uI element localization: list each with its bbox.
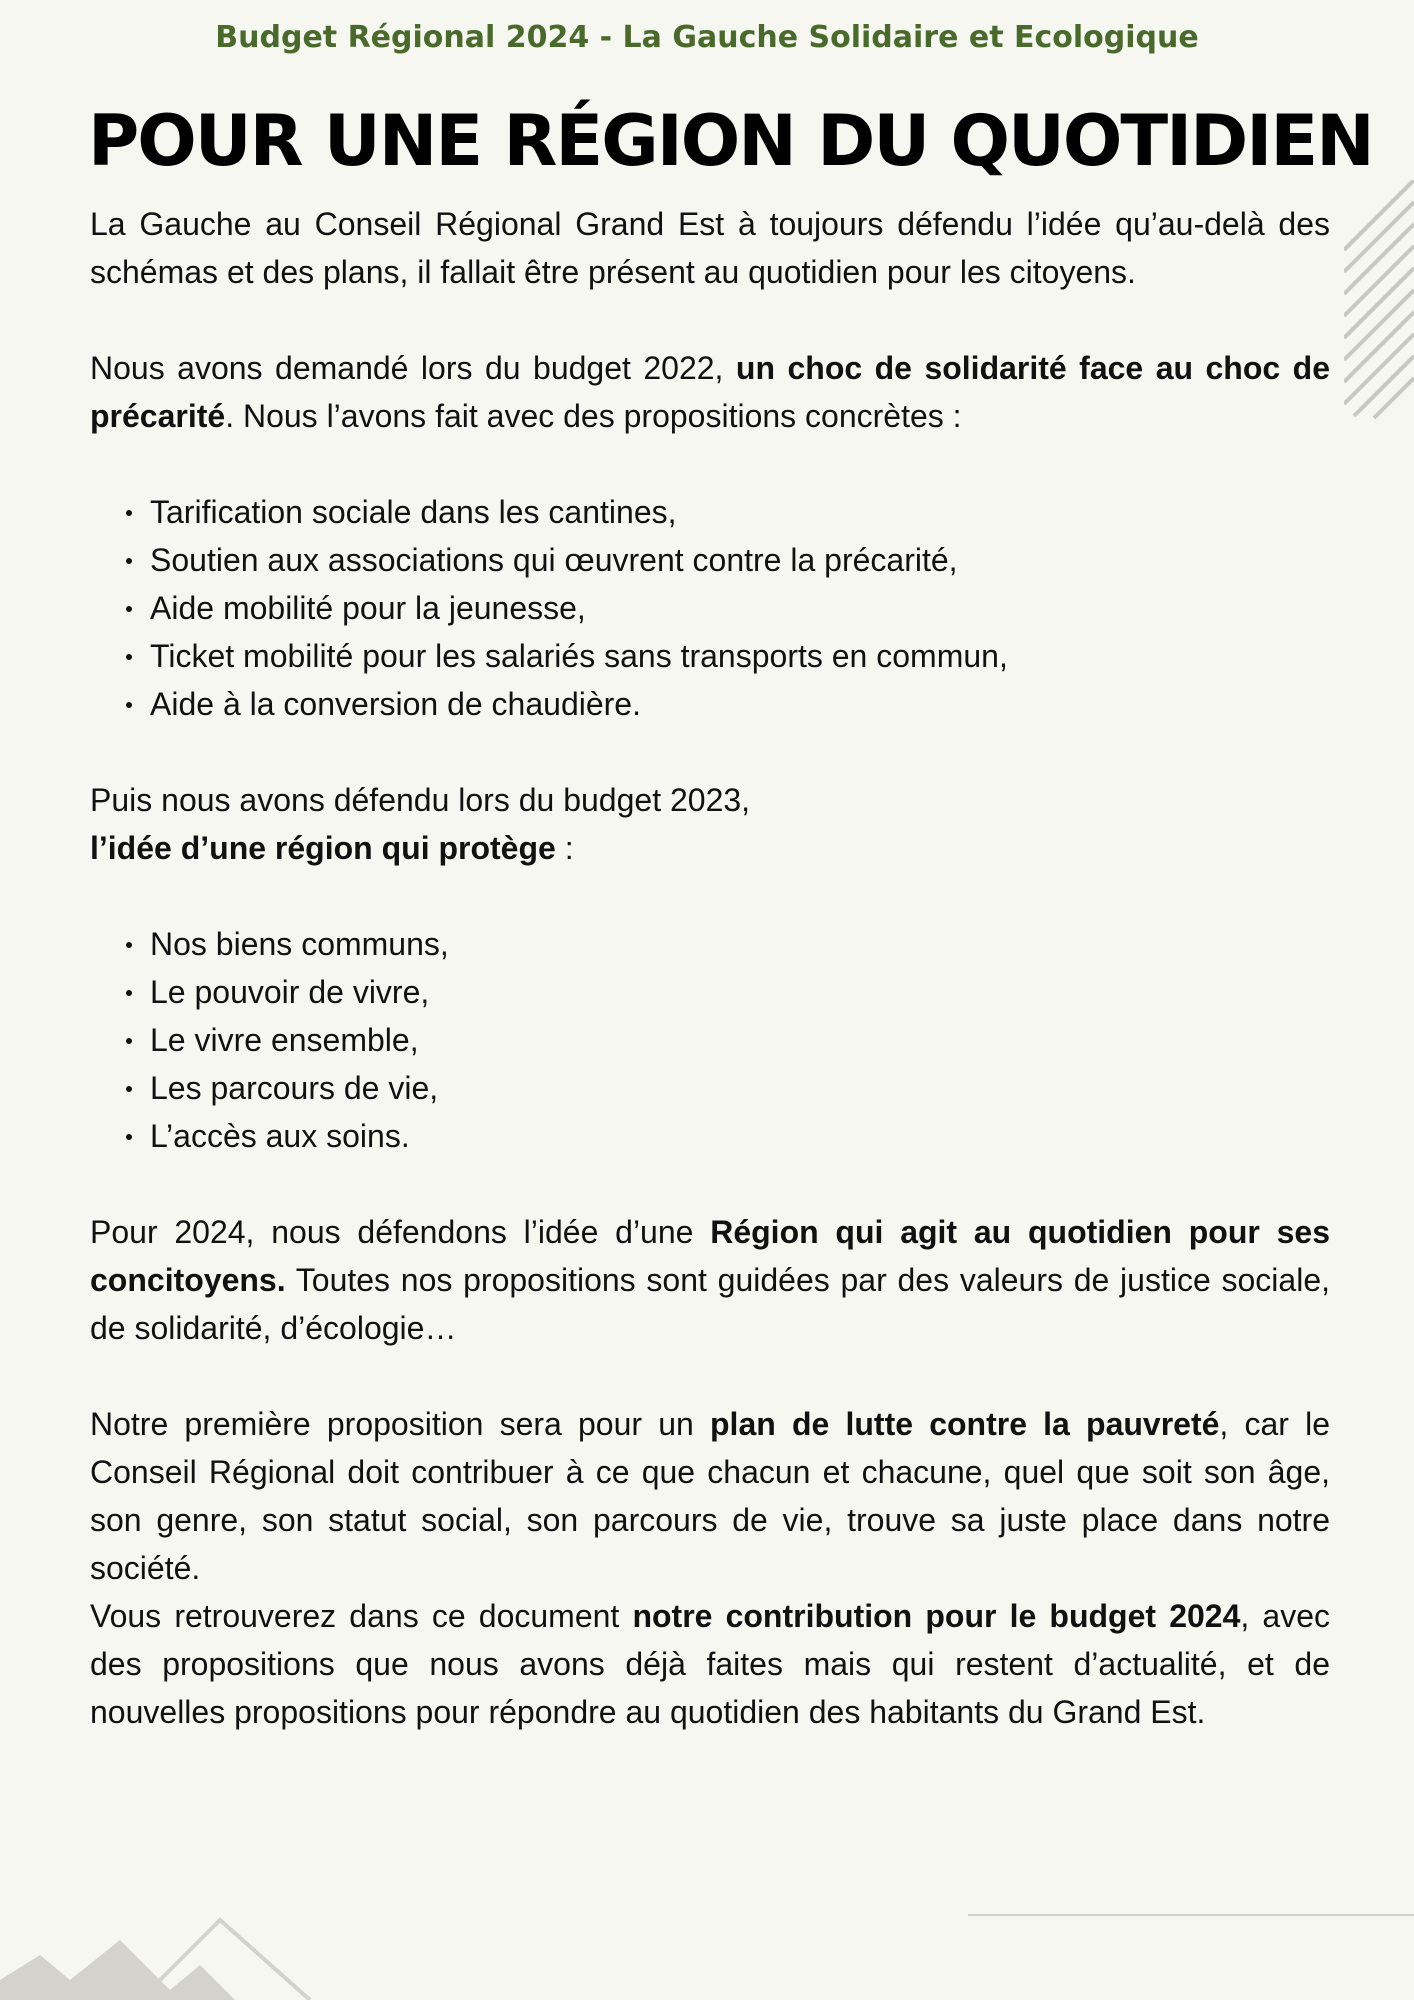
footer-divider bbox=[968, 1914, 1414, 1916]
paragraph-2022 bbox=[90, 344, 1330, 440]
paragraph-2023-line1: Puis nous avons défendu lors du budget 2023, bbox=[90, 782, 751, 818]
document-subtitle: Budget Régional 2024 - La Gauche Solidaire et Ecologique bbox=[215, 20, 1199, 55]
text-segment: Vous retrouverez dans ce document bbox=[90, 1598, 633, 1634]
main-content bbox=[90, 200, 1330, 1736]
paragraph-2023-line2 bbox=[90, 824, 1330, 872]
text-segment: Notre première proposition sera pour un bbox=[90, 1406, 710, 1442]
list-item: Le pouvoir de vivre, bbox=[150, 968, 1330, 1016]
text-segment: Nous avons demandé lors du budget 2022, bbox=[90, 350, 736, 386]
bold-segment: notre contribution pour le budget 2024 bbox=[632, 1598, 1241, 1634]
intro-paragraph: La Gauche au Conseil Régional Grand Est à toujours défendu l’idée qu’au-delà des schémas et des plans, il fallait être présent au quotidien pour les citoyens. bbox=[90, 206, 1330, 290]
list-item: Aide mobilité pour la jeunesse, bbox=[150, 584, 1330, 632]
text-segment: . Nous l’avons fait avec des propositions concrètes : bbox=[225, 398, 962, 434]
text-segment: : bbox=[555, 830, 574, 866]
mountains-decoration bbox=[0, 1910, 340, 2000]
list-item: Nos biens communs, bbox=[150, 920, 1330, 968]
bold-segment: un choc de solidarité face au choc de précarité bbox=[90, 350, 1331, 434]
list-item: Le vivre ensemble, bbox=[150, 1016, 1330, 1064]
bold-segment: plan de lutte contre la pauvreté bbox=[710, 1406, 1220, 1442]
proposals-2022-list bbox=[90, 488, 1330, 728]
hatch-decoration bbox=[1344, 180, 1414, 460]
paragraph-contribution bbox=[90, 1592, 1330, 1736]
page-title: POUR UNE RÉGION DU QUOTIDIEN bbox=[88, 100, 1373, 182]
paragraph-2024 bbox=[90, 1208, 1330, 1352]
list-item: L’accès aux soins. bbox=[150, 1112, 1330, 1160]
list-item: Soutien aux associations qui œuvrent contre la précarité, bbox=[150, 536, 1330, 584]
text-segment: Pour 2024, nous défendons l’idée d’une bbox=[90, 1214, 711, 1250]
text-segment: Toutes nos propositions sont guidées par des valeurs de justice sociale, de solidarité, d’écologie… bbox=[90, 1262, 1330, 1346]
list-item: Ticket mobilité pour les salariés sans transports en commun, bbox=[150, 632, 1330, 680]
bold-segment: l’idée d’une région qui protège bbox=[90, 830, 556, 866]
values-2023-list bbox=[90, 920, 1330, 1160]
list-item: Les parcours de vie, bbox=[150, 1064, 1330, 1112]
paragraph-poverty-plan bbox=[90, 1400, 1330, 1592]
text-segment: , car le Conseil Régional doit contribuer à ce que chacun et chacune, quel que soit son âge, son genre, son statut social, son parcours de vie, trouve sa juste place dans notre société. bbox=[90, 1406, 1331, 1586]
list-item: Tarification sociale dans les cantines, bbox=[150, 488, 1330, 536]
list-item: Aide à la conversion de chaudière. bbox=[150, 680, 1330, 728]
bold-segment: Région qui agit au quotidien pour ses concitoyens. bbox=[90, 1214, 1330, 1298]
text-segment: , avec des propositions que nous avons déjà faites mais qui restent d’actualité, et de nouvelles propositions pour répondre au quotidien des habitants du Grand Est. bbox=[90, 1598, 1330, 1730]
